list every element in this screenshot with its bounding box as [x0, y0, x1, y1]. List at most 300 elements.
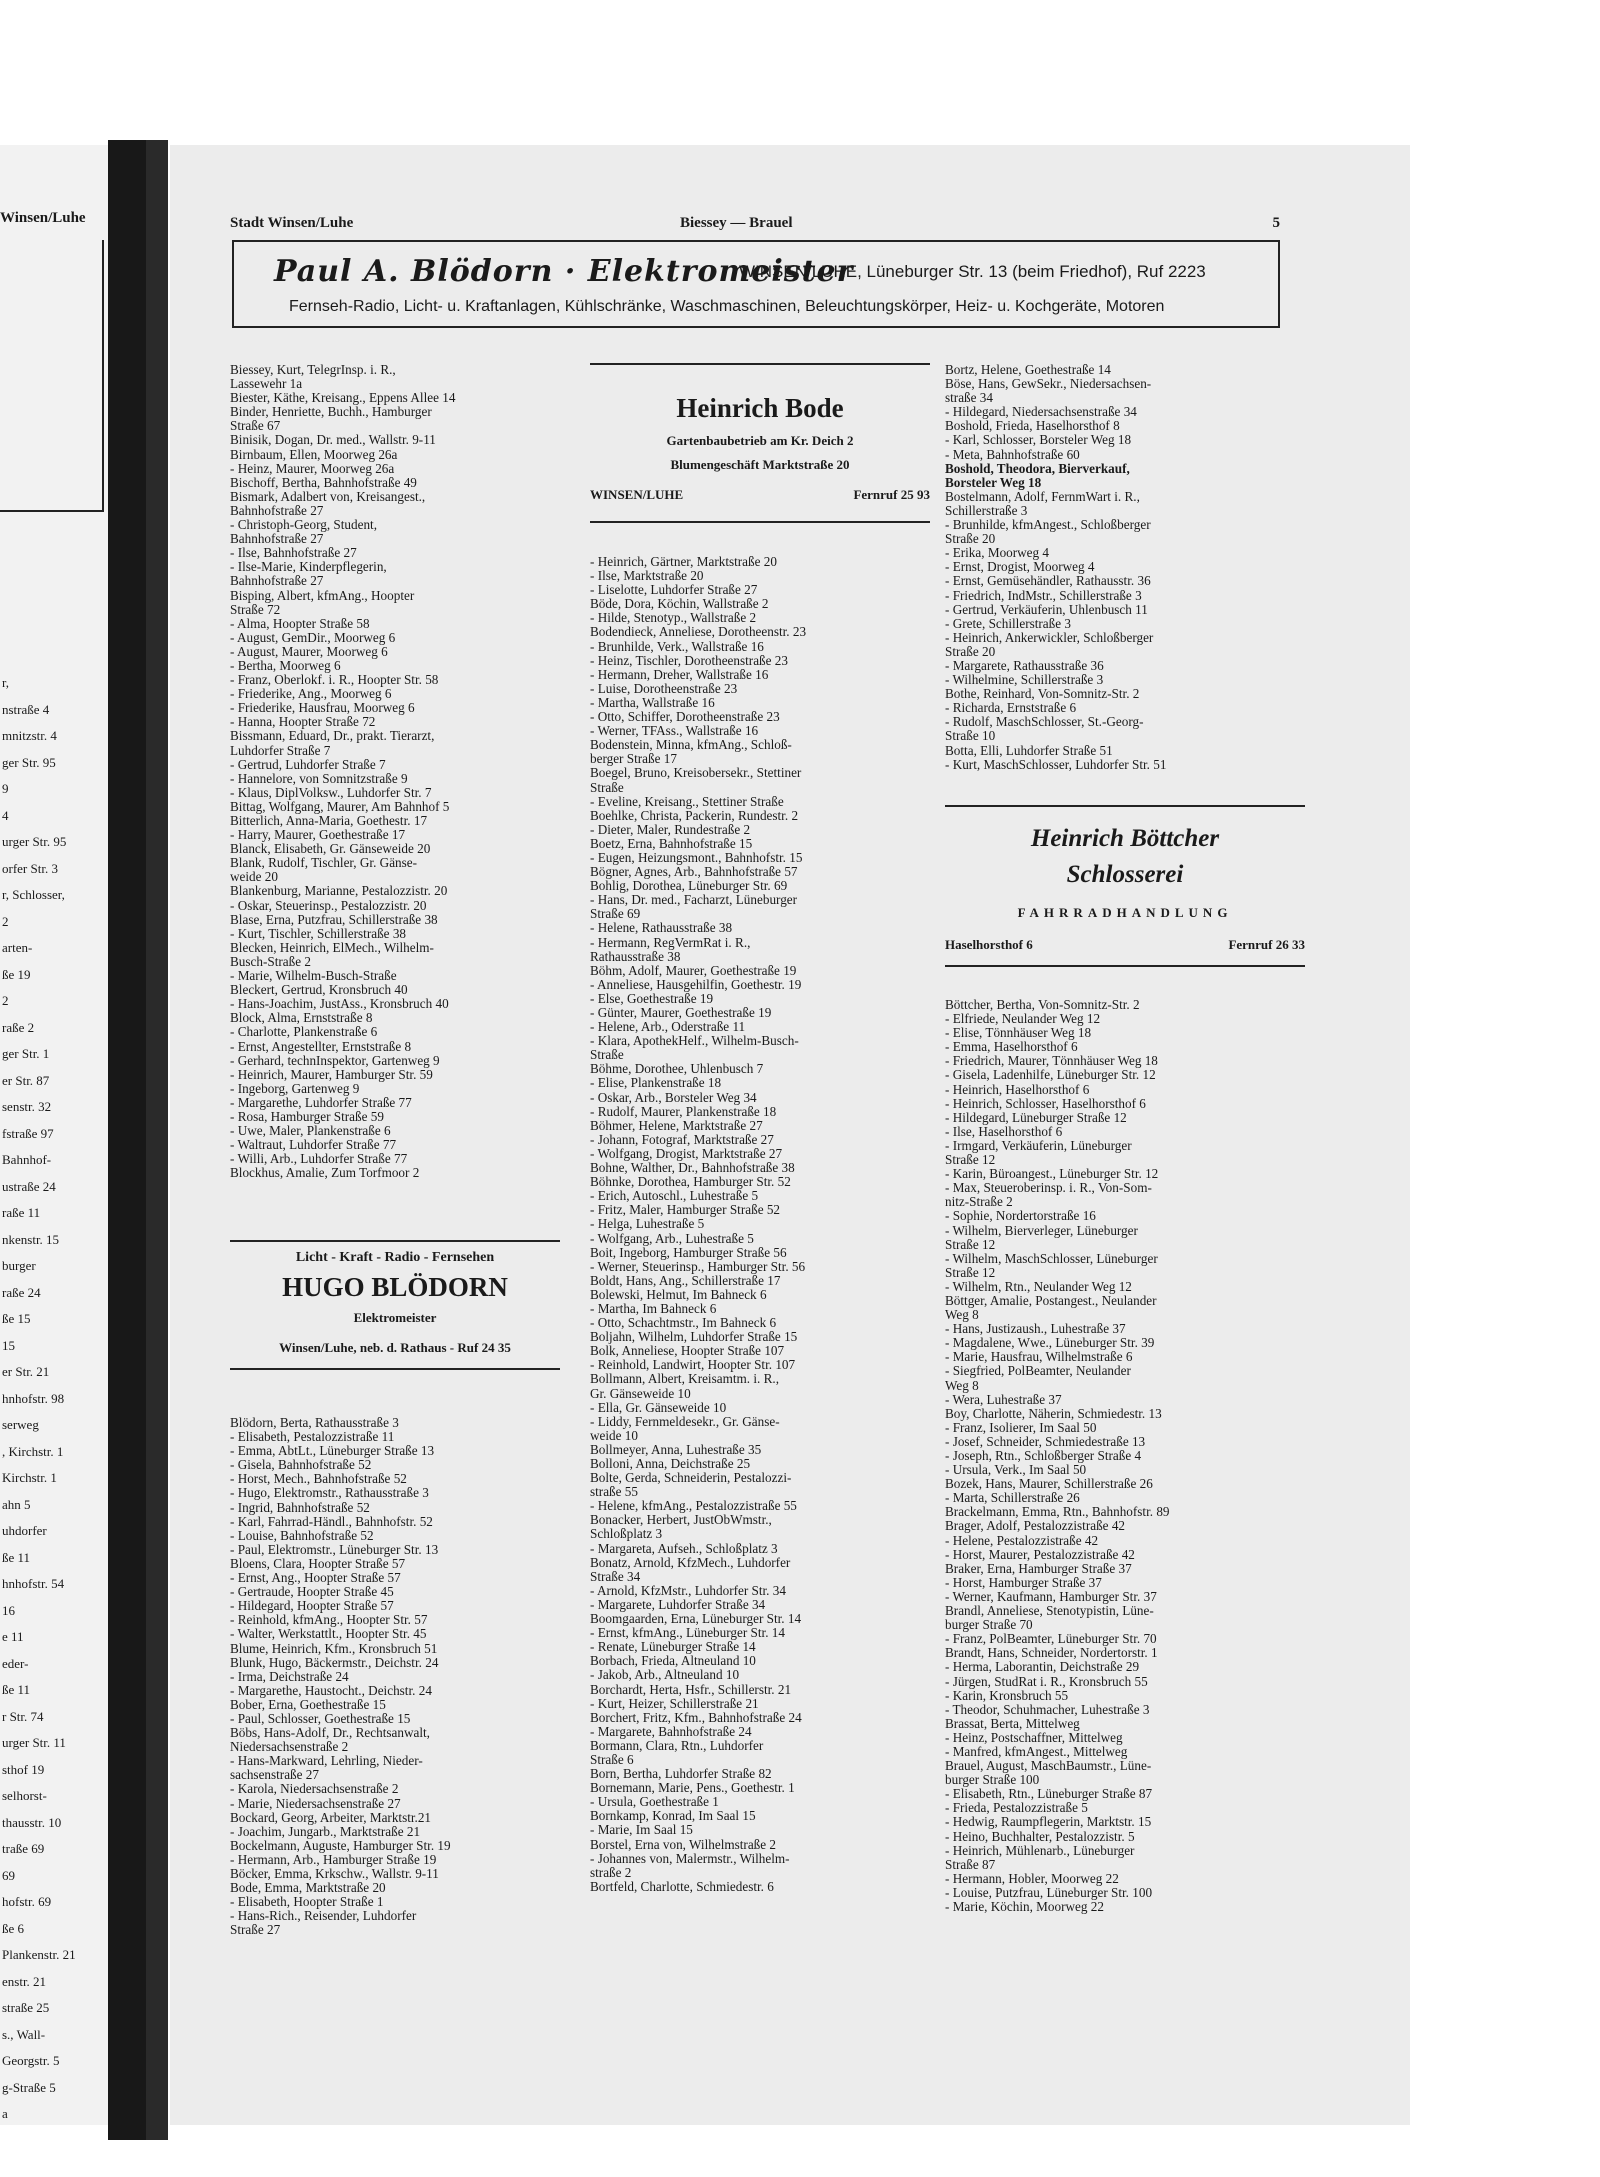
ad-hugo-address: Winsen/Luhe, neb. d. Rathaus - Ruf 24 35	[279, 1340, 511, 1355]
directory-entry: - Karin, Kronsbruch 55	[945, 1687, 1069, 1703]
directory-entry: Bolewski, Helmut, Im Bahneck 6	[590, 1286, 767, 1302]
directory-entry: - Elise, Plankenstraße 18	[590, 1075, 722, 1091]
directory-entry: - Hedwig, Raumpflegerin, Marktstr. 15	[945, 1814, 1152, 1830]
directory-entry: - Arnold, KfzMstr., Luhdorfer Str. 34	[590, 1582, 786, 1598]
directory-entry: Bloens, Clara, Hoopter Straße 57	[230, 1555, 406, 1571]
directory-entry: - Hans, Dr. med., Facharzt, Lüneburger	[590, 892, 798, 908]
left-page-fragment-line: r Str. 74	[2, 1708, 44, 1724]
directory-entry: - Ilse, Haselhorsthof 6	[945, 1123, 1063, 1139]
directory-entry: - Johann, Fotograf, Marktstraße 27	[590, 1131, 774, 1147]
left-page-fragment-line: ger Str. 95	[2, 754, 56, 770]
left-page-header: Winsen/Luhe	[0, 210, 86, 226]
directory-entry: - Johannes von, Malermstr., Wilhelm-	[590, 1850, 790, 1866]
directory-entry: Binisik, Dogan, Dr. med., Wallstr. 9-11	[230, 432, 436, 448]
directory-entry: Böhmer, Helene, Marktstraße 27	[590, 1117, 763, 1133]
directory-entry: Gr. Gänseweide 10	[590, 1385, 691, 1401]
directory-entry: - Heinrich, Schlosser, Haselhorsthof 6	[945, 1095, 1146, 1111]
directory-entry: Botta, Elli, Luhdorfer Straße 51	[945, 742, 1113, 758]
directory-entry: - Hermann, Dreher, Wallstraße 16	[590, 666, 769, 682]
directory-entry: - Friedrich, IndMstr., Schillerstraße 3	[945, 587, 1142, 603]
directory-entry: - Renate, Lüneburger Straße 14	[590, 1639, 756, 1655]
directory-entry: - Heinz, Maurer, Moorweg 26a	[230, 460, 395, 476]
directory-entry: - Horst, Mech., Bahnhofstraße 52	[230, 1471, 407, 1487]
directory-entry: Blume, Heinrich, Kfm., Kronsbruch 51	[230, 1640, 438, 1656]
left-page-fragment-line: hnhofstr. 98	[2, 1390, 65, 1406]
directory-entry: - Horst, Maurer, Pestalozzistraße 42	[945, 1546, 1135, 1562]
directory-entry: Böde, Dora, Köchin, Wallstraße 2	[590, 596, 769, 612]
directory-entry: - Marie, Köchin, Moorweg 22	[945, 1899, 1104, 1914]
directory-entry: - Liselotte, Luhdorfer Straße 27	[590, 582, 758, 598]
left-page-fragment-line: eder-	[2, 1655, 29, 1671]
directory-entry: - Luise, Dorotheenstraße 23	[590, 680, 738, 696]
directory-entry: - Hildegard, Hoopter Straße 57	[230, 1598, 394, 1614]
directory-entry: - Heinrich, Gärtner, Marktstraße 20	[590, 554, 777, 569]
directory-entry: Blank, Rudolf, Tischler, Gr. Gänse-	[230, 855, 418, 871]
directory-entry: - Ursula, Goethestraße 1	[590, 1794, 719, 1810]
directory-entry: Straße 87	[945, 1856, 996, 1872]
directory-entry: - Margarete, Rathausstraße 36	[945, 657, 1104, 673]
left-page-fragment-line: straße 25	[2, 2000, 50, 2015]
directory-entry: Bodendieck, Anneliese, Dorotheenstr. 23	[590, 624, 807, 640]
left-page-fragment-line: uhdorfer	[2, 1523, 47, 1538]
directory-entry: - Magdalene, Wwe., Lüneburger Str. 39	[945, 1335, 1155, 1351]
directory-entry: - Hermann, RegVermRat i. R.,	[590, 934, 751, 950]
directory-entry: - Uwe, Maler, Plankenstraße 6	[230, 1123, 391, 1139]
directory-entry: - Emma, Haselhorsthof 6	[945, 1039, 1078, 1055]
directory-entry: - Else, Goethestraße 19	[590, 990, 714, 1006]
directory-entry: - Meta, Bahnhofstraße 60	[945, 446, 1080, 462]
directory-entry: - Oskar, Arb., Borsteler Weg 34	[590, 1089, 757, 1105]
directory-entry: - Marie, Niedersachsenstraße 27	[230, 1795, 401, 1811]
directory-entry: Boit, Ingeborg, Hamburger Straße 56	[590, 1244, 787, 1260]
directory-entry: Bollmann, Albert, Kreisamtm. i. R.,	[590, 1371, 780, 1387]
directory-entry: - Erich, Autoschl., Luhestraße 5	[590, 1188, 759, 1204]
directory-entry: - Ernst, Ang., Hoopter Straße 57	[230, 1570, 401, 1586]
directory-entry: Böttger, Amalie, Postangest., Neulander	[945, 1292, 1157, 1308]
directory-entry: - Heinz, Tischler, Dorotheenstraße 23	[590, 652, 788, 668]
directory-entry: - Rudolf, Maurer, Plankenstraße 18	[590, 1103, 777, 1119]
directory-entry: Böbs, Hans-Adolf, Dr., Rechtsanwalt,	[230, 1725, 430, 1741]
directory-entry: Borstel, Erna von, Wilhelmstraße 2	[590, 1836, 777, 1852]
directory-entry: - Heinrich, Mühlenarb., Lüneburger	[945, 1842, 1135, 1858]
directory-entry: - Margareta, Aufseh., Schloßplatz 3	[590, 1540, 778, 1556]
ad-boettcher-phone: Fernruf 26 33	[1228, 937, 1305, 952]
directory-entry: - Hans-Markward, Lehrling, Nieder-	[230, 1753, 423, 1769]
directory-entry: Bohne, Walther, Dr., Bahnhofstraße 38	[590, 1160, 795, 1176]
directory-entry: - Gertraude, Hoopter Straße 45	[230, 1584, 394, 1600]
directory-entry: - Hugo, Elektromstr., Rathausstraße 3	[230, 1485, 429, 1501]
directory-entry: - Grete, Schillerstraße 3	[945, 615, 1071, 631]
left-page-fragment-line: Plankenstr. 21	[2, 1947, 76, 1962]
book-spine-edge	[146, 140, 168, 2140]
directory-column-3	[945, 363, 1305, 772]
directory-entry: - Wilhelm, Rtn., Neulander Weg 12	[945, 1278, 1132, 1294]
directory-entry: - Paul, Schlosser, Goethestraße 15	[230, 1710, 411, 1726]
directory-entry: Straße 20	[945, 643, 996, 659]
directory-entry: Bolloni, Anna, Deichstraße 25	[590, 1456, 751, 1471]
left-page-fragment-line: ße 11	[2, 1549, 31, 1565]
directory-entry: - Wilhelmine, Schillerstraße 3	[945, 672, 1104, 688]
directory-entry: Bolk, Anneliese, Hoopter Straße 107	[590, 1343, 785, 1359]
left-page-fragment-line: g-Straße 5	[2, 2079, 56, 2095]
directory-entry: Straße 12	[945, 1236, 996, 1252]
directory-entry: - Eugen, Heizungsmont., Bahnhofstr. 15	[590, 849, 803, 865]
directory-entry: - Fritz, Maler, Hamburger Straße 52	[590, 1202, 781, 1218]
directory-entry: - Helga, Luhestraße 5	[590, 1216, 705, 1232]
directory-entry: Biester, Käthe, Kreisang., Eppens Allee 14	[230, 390, 456, 406]
directory-entry: Rathausstraße 38	[590, 948, 681, 964]
directory-entry: - Heino, Buchhalter, Pestalozzistr. 5	[945, 1828, 1135, 1844]
directory-entry: - Sophie, Nordertorstraße 16	[945, 1208, 1096, 1224]
directory-entry: - Josef, Schneider, Schmiedestraße 13	[945, 1433, 1146, 1449]
directory-entry: - Gisela, Ladenhilfe, Lüneburger Str. 12	[945, 1067, 1156, 1083]
directory-entry: - Anneliese, Hausgehilfin, Goethestr. 19	[590, 976, 802, 992]
ad-company-name: Paul A. Blödorn · Elektromeister	[274, 254, 854, 289]
directory-entry: - Max, Steueroberinsp. i. R., Von-Som-	[945, 1180, 1152, 1196]
directory-entry: - Paul, Elektromstr., Lüneburger Str. 13	[230, 1541, 439, 1557]
directory-entry: - Werner, TFAss., Wallstraße 16	[590, 723, 759, 739]
directory-entry: Bormann, Clara, Rtn., Luhdorfer	[590, 1737, 764, 1753]
directory-entry: - Kurt, Tischler, Schillerstraße 38	[230, 925, 407, 941]
left-page-fragment-line: raße 11	[2, 1205, 41, 1220]
directory-entry: Bonacker, Herbert, JustObWmstr.,	[590, 1512, 772, 1528]
directory-entry: Boy, Charlotte, Näherin, Schmiedestr. 13	[945, 1405, 1162, 1421]
left-page-fragment-line: , Kirchstr. 1	[2, 1443, 64, 1459]
left-page-fragment-line: nstraße 4	[2, 701, 50, 717]
ad-hugo-slogan: Licht - Kraft - Radio - Fernsehen	[295, 1250, 495, 1265]
directory-entry: - Emma, AbtLt., Lüneburger Straße 13	[230, 1443, 435, 1459]
left-page-fragment-line: er Str. 21	[2, 1364, 50, 1379]
directory-entry: Bober, Erna, Goethestraße 15	[230, 1696, 386, 1712]
directory-entry: - Brunhilde, Verk., Wallstraße 16	[590, 638, 764, 654]
left-page-fragment-line: ße 19	[2, 966, 31, 982]
directory-entry: - Heinz, Postschaffner, Mittelweg	[945, 1729, 1123, 1745]
directory-entry: Binder, Henriette, Buchh., Hamburger	[230, 404, 432, 420]
directory-entry: - Wilhelm, MaschSchlosser, Lüneburger	[945, 1250, 1158, 1266]
ad-address: WINSEN/LUHE, Lüneburger Str. 13 (beim Friedhof), Ruf 2223	[739, 262, 1206, 281]
ad-bode-city: WINSEN/LUHE	[590, 487, 684, 502]
directory-entry: - Heinrich, Ankerwickler, Schloßberger	[945, 629, 1154, 645]
directory-entry: - Reinhold, kfmAng., Hoopter Str. 57	[230, 1612, 428, 1628]
directory-entry: - Alma, Hoopter Straße 58	[230, 615, 370, 631]
left-page-fragment-line: arten-	[2, 940, 33, 955]
left-page-fragment-line: burger	[2, 1258, 36, 1273]
directory-entry: - Hans-Joachim, JustAss., Kronsbruch 40	[230, 996, 449, 1012]
directory-entry: Biessey, Kurt, TelegrInsp. i. R.,	[230, 362, 396, 377]
directory-entry: - Karl, Schlosser, Borsteler Weg 18	[945, 432, 1132, 448]
directory-entry: - Frieda, Pestalozzistraße 5	[945, 1800, 1088, 1816]
left-page-fragment-line: Kirchstr. 1	[2, 1470, 57, 1485]
directory-entry: Borchardt, Herta, Hsfr., Schillerstr. 21	[590, 1681, 792, 1697]
directory-entry: - Charlotte, Plankenstraße 6	[230, 1024, 378, 1040]
directory-entry: straße 55	[590, 1484, 638, 1500]
directory-entry: - Franz, PolBeamter, Lüneburger Str. 70	[945, 1631, 1157, 1647]
ad-bode-line2: Blumengeschäft Marktstraße 20	[670, 457, 850, 472]
ad-heinrich-bode	[590, 363, 930, 541]
directory-entry: - Gisela, Bahnhofstraße 52	[230, 1457, 372, 1473]
directory-entry: - Helene, kfmAng., Pestalozzistraße 55	[590, 1498, 797, 1514]
directory-entry: Borsteler Weg 18	[945, 474, 1042, 490]
directory-entry: - Walter, Werkstattlt., Hoopter Str. 45	[230, 1626, 427, 1642]
directory-entry: - Wolfgang, Drogist, Marktstraße 27	[590, 1145, 783, 1161]
left-page-fragment-line: selhorst-	[2, 1788, 47, 1803]
directory-entry: - Richarda, Ernststraße 6	[945, 700, 1077, 716]
directory-entry: - Ernst, Drogist, Moorweg 4	[945, 559, 1095, 575]
directory-entry: - August, GemDir., Moorweg 6	[230, 629, 396, 645]
directory-entry: - Karl, Fahrrad-Händl., Bahnhofstr. 52	[230, 1513, 433, 1529]
directory-entry: Boehlke, Christa, Packerin, Rundestr. 2	[590, 807, 799, 823]
directory-entry: - Reinhold, Landwirt, Hoopter Str. 107	[590, 1357, 796, 1373]
directory-entry: - Siegfried, PolBeamter, Neulander	[945, 1363, 1131, 1379]
left-page-fragment-line: hnhofstr. 54	[2, 1576, 65, 1591]
directory-entry: Braker, Erna, Hamburger Straße 37	[945, 1560, 1132, 1576]
directory-entry: Bahnhofstraße 27	[230, 531, 324, 547]
directory-entry: - Margarethe, Haustocht., Deichstr. 24	[230, 1682, 432, 1698]
directory-entry: - Irmgard, Verkäuferin, Lüneburger	[945, 1137, 1132, 1153]
directory-entry: - Marie, Im Saal 15	[590, 1822, 693, 1838]
directory-entry: Niedersachsenstraße 2	[230, 1739, 349, 1755]
directory-entry: - Rosa, Hamburger Straße 59	[230, 1108, 384, 1124]
directory-entry: - Helene, Pestalozzistraße 42	[945, 1532, 1099, 1548]
directory-entry: - Franz, Oberlokf. i. R., Hoopter Str. 58	[230, 672, 439, 688]
directory-entry: Brandt, Hans, Schneider, Nordertorstr. 1	[945, 1645, 1158, 1661]
directory-entry: - Gertrud, Verkäuferin, Uhlenbusch 11	[945, 601, 1148, 617]
directory-entry: - Margarete, Luhdorfer Straße 34	[590, 1596, 766, 1612]
left-page-fragment-line: e 11	[2, 1629, 24, 1644]
ad-boettcher-subtitle: Schlosserei	[1066, 861, 1184, 888]
directory-entry: Weg 8	[945, 1307, 979, 1323]
left-page-fragment-line: ger Str. 1	[2, 1046, 50, 1061]
left-page-fragment-line: ße 11	[2, 1682, 31, 1697]
directory-entry: - Wera, Luhestraße 37	[945, 1391, 1062, 1407]
directory-entry: - Louise, Bahnhofstraße 52	[230, 1527, 374, 1543]
directory-entry: Bostelmann, Adolf, FernmWart i. R.,	[945, 488, 1140, 504]
directory-entry: Brandl, Anneliese, Stenotypistin, Lüne-	[945, 1603, 1154, 1619]
directory-column-2	[590, 555, 930, 1894]
directory-entry: - Helene, Arb., Oderstraße 11	[590, 1019, 746, 1035]
left-page-fragment-line: Georgstr. 5	[2, 2053, 60, 2068]
directory-entry: Brackelmann, Emma, Rtn., Bahnhofstr. 89	[945, 1504, 1170, 1520]
ad-goods: Fernseh-Radio, Licht- u. Kraftanlagen, Kühlschränke, Waschmaschinen, Beleuchtungskörper, Heiz- u. Kochgeräte, Motoren	[289, 298, 1165, 315]
directory-entry: - Hans, Justizaush., Luhestraße 37	[945, 1321, 1126, 1337]
directory-entry: Bisping, Albert, kfmAng., Hoopter	[230, 587, 415, 603]
directory-entry: Bonatz, Arnold, KfzMech., Luhdorfer	[590, 1554, 791, 1570]
left-page-fragment-line: ustraße 24	[2, 1178, 56, 1194]
left-page-fragment-line: er Str. 87	[2, 1072, 50, 1088]
directory-entry: Bortfeld, Charlotte, Schmiedestr. 6	[590, 1878, 774, 1894]
directory-entry: - Heinrich, Maurer, Hamburger Str. 59	[230, 1066, 433, 1082]
directory-entry: Bittag, Wolfgang, Maurer, Am Bahnhof 5	[230, 798, 450, 814]
directory-entry: - Franz, Isolierer, Im Saal 50	[945, 1419, 1097, 1435]
directory-entry: Bothe, Reinhard, Von-Somnitz-Str. 2	[945, 686, 1140, 702]
left-page-fragment-line: ße 15	[2, 1311, 31, 1326]
left-page-fragment-line: a	[2, 2106, 8, 2121]
directory-entry: - Heinrich, Haselhorsthof 6	[945, 1081, 1090, 1097]
directory-entry: - Hildegard, Lüneburger Straße 12	[945, 1109, 1127, 1125]
left-page-fragment-line: urger Str. 95	[2, 834, 67, 849]
directory-entry: Straße 67	[230, 418, 281, 434]
directory-entry: - Ernst, Gemüsehändler, Rathausstr. 36	[945, 573, 1151, 589]
directory-entry: - Ursula, Verk., Im Saal 50	[945, 1462, 1087, 1478]
directory-entry: Blödorn, Berta, Rathausstraße 3	[230, 1415, 399, 1430]
directory-entry: Bockelmann, Auguste, Hamburger Str. 19	[230, 1837, 451, 1853]
directory-entry: - Hans-Rich., Reisender, Luhdorfer	[230, 1908, 417, 1924]
directory-entry: Straße 10	[945, 728, 996, 744]
directory-entry: - Herma, Laborantin, Deichstraße 29	[945, 1659, 1140, 1675]
directory-entry: Bohlig, Dorothea, Lüneburger Str. 69	[590, 878, 788, 894]
directory-entry: Boegel, Bruno, Kreisobersekr., Stettiner	[590, 765, 802, 781]
left-page-fragment-line: thausstr. 10	[2, 1814, 62, 1830]
directory-entry: - Eveline, Kreisang., Stettiner Straße	[590, 793, 784, 809]
directory-entry: - Ernst, kfmAng., Lüneburger Str. 14	[590, 1625, 785, 1641]
left-page-fragment-line: senstr. 32	[2, 1099, 52, 1114]
directory-entry: - Kurt, Heizer, Schillerstraße 21	[590, 1695, 759, 1711]
directory-column-1-lower	[230, 1416, 560, 1937]
directory-entry: Busch-Straße 2	[230, 953, 311, 969]
directory-entry: - August, Maurer, Moorweg 6	[230, 643, 388, 659]
left-page-fragment-line: mnitzstr. 4	[2, 728, 57, 743]
directory-entry: - Louise, Putzfrau, Lüneburger Str. 100	[945, 1884, 1153, 1900]
directory-entry: Lassewehr 1a	[230, 376, 303, 392]
directory-entry: - Ernst, Angestellter, Ernststraße 8	[230, 1038, 412, 1054]
directory-entry: Straße 27	[230, 1922, 281, 1938]
ad-hugo-bloedorn	[230, 1240, 560, 1405]
directory-entry: Brager, Adolf, Pestalozzistraße 42	[945, 1518, 1126, 1534]
directory-entry: - Werner, Kaufmann, Hamburger Str. 37	[945, 1588, 1157, 1604]
directory-entry: Bolte, Gerda, Schneiderin, Pestalozzi-	[590, 1470, 792, 1486]
left-page-fragment-line: traße 69	[2, 1841, 45, 1856]
ad-hugo-subtitle: Elektromeister	[353, 1310, 437, 1325]
directory-entry: - Klara, ApothekHelf., Wilhelm-Busch-	[590, 1033, 799, 1049]
directory-entry: Boetz, Erna, Bahnhofstraße 15	[590, 835, 753, 851]
directory-entry: - Willi, Arb., Luhdorfer Straße 77	[230, 1151, 408, 1167]
directory-entry: - Elisabeth, Hoopter Straße 1	[230, 1894, 384, 1910]
directory-entry: - Jakob, Arb., Altneuland 10	[590, 1667, 740, 1683]
directory-entry: - Ella, Gr. Gänseweide 10	[590, 1399, 727, 1415]
directory-entry: Straße 72	[230, 601, 281, 617]
directory-entry: berger Straße 17	[590, 751, 677, 767]
directory-entry: - Gertrud, Luhdorfer Straße 7	[230, 756, 386, 772]
directory-column-3-lower	[945, 998, 1305, 1914]
directory-entry: Bissmann, Eduard, Dr., prakt. Tierarzt,	[230, 728, 435, 744]
directory-entry: - Kurt, MaschSchlosser, Luhdorfer Str. 51	[945, 756, 1167, 772]
directory-entry: - Brunhilde, kfmAngest., Schloßberger	[945, 517, 1151, 533]
directory-entry: Borchert, Fritz, Kfm., Bahnhofstraße 24	[590, 1709, 802, 1725]
directory-entry: - Christoph-Georg, Student,	[230, 517, 378, 533]
page-number: 5	[1272, 215, 1280, 231]
directory-entry: - Hermann, Arb., Hamburger Straße 19	[230, 1851, 437, 1867]
directory-entry: weide 10	[590, 1427, 638, 1443]
header-range: Biessey — Brauel	[680, 215, 793, 231]
directory-entry: - Dieter, Maler, Rundestraße 2	[590, 821, 751, 837]
left-page-fragment-line: 2	[2, 913, 9, 929]
directory-entry: - Friederike, Hausfrau, Moorweg 6	[230, 700, 415, 716]
directory-entry: Straße 69	[590, 906, 641, 922]
directory-entry: Böhnke, Dorothea, Hamburger Str. 52	[590, 1174, 791, 1190]
directory-entry: Weg 8	[945, 1377, 979, 1393]
directory-entry: - Gerhard, technInspektor, Gartenweg 9	[230, 1052, 440, 1068]
directory-entry: - Ilse-Marie, Kinderpflegerin,	[230, 559, 387, 575]
directory-entry: Straße 6	[590, 1751, 634, 1767]
directory-entry: straße 2	[590, 1864, 632, 1880]
directory-entry: - Marie, Wilhelm-Busch-Straße	[230, 968, 397, 984]
directory-entry: - Günter, Maurer, Goethestraße 19	[590, 1005, 772, 1020]
ad-bode-phone: Fernruf 25 93	[853, 487, 930, 502]
directory-entry: - Theodor, Schuhmacher, Luhestraße 3	[945, 1701, 1150, 1717]
left-page-ad-box	[0, 240, 104, 512]
left-page-fragment-line: 16	[2, 1602, 15, 1618]
directory-entry: - Bertha, Moorweg 6	[230, 657, 341, 673]
directory-entry: - Rudolf, MaschSchlosser, St.-Georg-	[945, 714, 1144, 730]
directory-entry: - Otto, Schachtmstr., Im Bahneck 6	[590, 1315, 777, 1331]
left-page-fragment-line: fstraße 97	[2, 1125, 54, 1141]
directory-entry: Straße 34	[590, 1568, 641, 1584]
directory-entry: Böttcher, Bertha, Von-Somnitz-Str. 2	[945, 997, 1140, 1012]
directory-entry: sachsenstraße 27	[230, 1767, 319, 1783]
directory-entry: - Jürgen, StudRat i. R., Kronsbruch 55	[945, 1673, 1148, 1689]
ad-boettcher-address: Haselhorsthof 6	[945, 937, 1033, 952]
directory-entry: - Elisabeth, Rtn., Lüneburger Straße 87	[945, 1786, 1153, 1802]
ad-hugo-title: HUGO BLÖDORN	[282, 1272, 508, 1302]
left-page-fragment-line: 2	[2, 993, 9, 1008]
directory-entry: burger Straße 70	[945, 1617, 1033, 1633]
directory-entry: Boshold, Theodora, Bierverkauf,	[945, 460, 1130, 476]
directory-entry: - Ilse, Marktstraße 20	[590, 568, 704, 584]
left-page-fragment-line: Bahnhof-	[2, 1152, 52, 1167]
left-page-fragment-line: ße 6	[2, 1920, 25, 1936]
left-page-fragment-line: nkenstr. 15	[2, 1231, 60, 1247]
directory-entry: Straße 12	[945, 1264, 996, 1280]
directory-entry: - Karin, Büroangest., Lüneburger Str. 12	[945, 1166, 1159, 1182]
left-page-fragment-line: ahn 5	[2, 1496, 31, 1512]
directory-entry: straße 34	[945, 390, 993, 406]
directory-entry: - Hilde, Stenotyp., Wallstraße 2	[590, 610, 757, 626]
directory-entry: Böse, Hans, GewSekr., Niedersachsen-	[945, 376, 1152, 392]
directory-entry: Born, Bertha, Luhdorfer Straße 82	[590, 1766, 772, 1782]
directory-entry: - Friederike, Ang., Moorweg 6	[230, 686, 392, 702]
directory-entry: - Ingrid, Bahnhofstraße 52	[230, 1499, 370, 1515]
directory-page	[170, 145, 1410, 2125]
directory-entry: Bodenstein, Minna, kfmAng., Schloß-	[590, 737, 792, 753]
left-page-fragment-line: 4	[2, 807, 9, 823]
directory-entry: - Martha, Wallstraße 16	[590, 694, 715, 710]
left-page-fragment-line: serweg	[2, 1417, 39, 1432]
directory-entry: Straße 20	[945, 531, 996, 547]
directory-entry: Borbach, Frieda, Altneuland 10	[590, 1653, 756, 1669]
directory-entry: Blase, Erna, Putzfrau, Schillerstraße 38	[230, 911, 438, 927]
directory-entry: - Margarethe, Luhdorfer Straße 77	[230, 1094, 412, 1110]
directory-entry: Straße 12	[945, 1152, 996, 1168]
directory-entry: Straße	[590, 1047, 624, 1063]
left-page-fragment-line: s., Wall-	[2, 2026, 46, 2042]
directory-entry: Schloßplatz 3	[590, 1526, 663, 1542]
ad-boettcher-title: Heinrich Böttcher	[1030, 825, 1220, 852]
directory-entry: burger Straße 100	[945, 1772, 1040, 1788]
directory-entry: Blockhus, Amalie, Zum Torfmoor 2	[230, 1165, 420, 1181]
left-page-fragment-line: r, Schlosser,	[2, 887, 65, 902]
ad-bode-title: Heinrich Bode	[676, 393, 844, 423]
directory-entry: - Marta, Schillerstraße 26	[945, 1490, 1080, 1506]
directory-entry: - Klaus, DiplVolksw., Luhdorfer Str. 7	[230, 784, 432, 800]
directory-entry: Blanck, Elisabeth, Gr. Gänseweide 20	[230, 841, 431, 857]
left-page-fragment-line: raße 2	[2, 1019, 35, 1035]
directory-entry: - Hildegard, Niedersachsenstraße 34	[945, 404, 1137, 420]
directory-entry: Bockard, Georg, Arbeiter, Marktstr.21	[230, 1809, 432, 1825]
directory-entry: - Horst, Hamburger Straße 37	[945, 1574, 1102, 1590]
directory-entry: weide 20	[230, 869, 278, 885]
directory-entry: Straße	[590, 779, 624, 795]
top-advertisement	[232, 240, 1280, 328]
